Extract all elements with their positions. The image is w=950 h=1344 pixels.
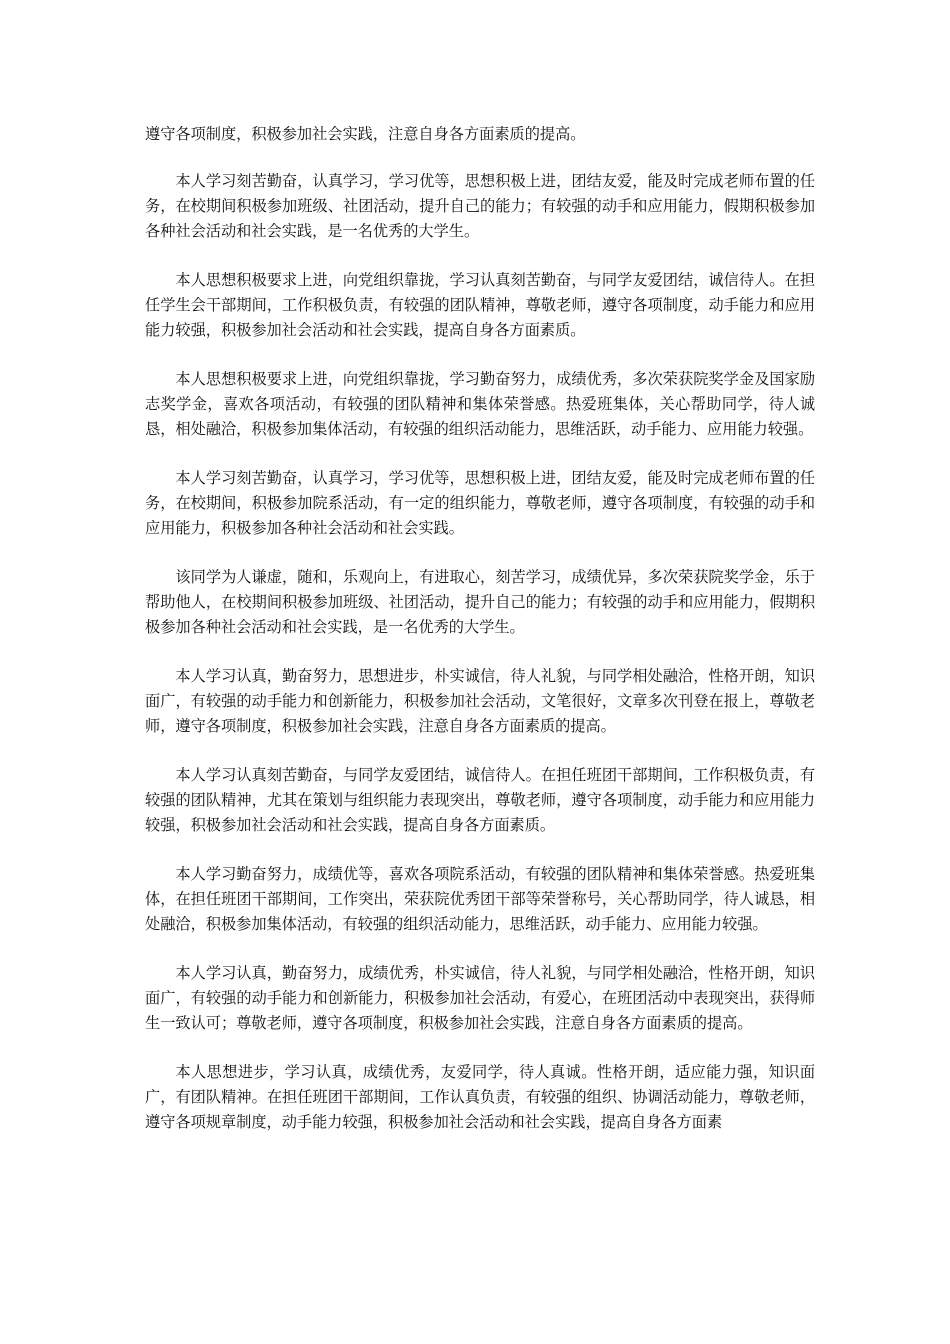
paragraph-5: 本人学习刻苦勤奋，认真学习，学习优等，思想积极上进，团结友爱，能及时完成老师布置的任务，在校期间，积极参加院系活动，有一定的组织能力，尊敬老师，遵守各项制度，有较强的动手和应用能力，积极参加各种社会活动和社会实践。	[145, 469, 815, 537]
paragraph-11: 本人思想进步，学习认真，成绩优秀，友爱同学，待人真诚。性格开朗，适应能力强，知识面广，有团队精神。在担任班团干部期间，工作认真负责，有较强的组织、协调活动能力，尊敬老师，遵守各项规章制度，动手能力较强，积极参加社会活动和社会实践，提高自身各方面素	[145, 1063, 815, 1131]
paragraph-7: 本人学习认真，勤奋努力，思想进步，朴实诚信，待人礼貌，与同学相处融洽，性格开朗，知识面广，有较强的动手能力和创新能力，积极参加社会活动，文笔很好，文章多次刊登在报上，尊敬老师，遵守各项制度，积极参加社会实践，注意自身各方面素质的提高。	[145, 667, 815, 735]
paragraph-10: 本人学习认真，勤奋努力，成绩优秀，朴实诚信，待人礼貌，与同学相处融洽，性格开朗，知识面广，有较强的动手能力和创新能力，积极参加社会活动，有爱心，在班团活动中表现突出，获得师生一致认可；尊敬老师，遵守各项制度，积极参加社会实践，注意自身各方面素质的提高。	[145, 964, 815, 1032]
paragraph-1: 遵守各项制度，积极参加社会实践，注意自身各方面素质的提高。	[145, 125, 586, 143]
paragraph-3: 本人思想积极要求上进，向党组织靠拢，学习认真刻苦勤奋，与同学友爱团结，诚信待人。在担任学生会干部期间，工作积极负责，有较强的团队精神，尊敬老师，遵守各项制度，动手能力和应用能力较强，积极参加社会活动和社会实践，提高自身各方面素质。	[145, 271, 815, 339]
document-body	[145, 122, 815, 1159]
paragraph-2: 本人学习刻苦勤奋，认真学习，学习优等，思想积极上进，团结友爱，能及时完成老师布置的任务，在校期间积极参加班级、社团活动，提升自己的能力；有较强的动手和应用能力，假期积极参加各种社会活动和社会实践，是一名优秀的大学生。	[145, 172, 815, 240]
paragraph-8: 本人学习认真刻苦勤奋，与同学友爱团结，诚信待人。在担任班团干部期间，工作积极负责，有较强的团队精神，尤其在策划与组织能力表现突出，尊敬老师，遵守各项制度，动手能力和应用能力较强，积极参加社会活动和社会实践，提高自身各方面素质。	[145, 766, 815, 834]
paragraph-9: 本人学习勤奋努力，成绩优等，喜欢各项院系活动，有较强的团队精神和集体荣誉感。热爱班集体，在担任班团干部期间，工作突出，荣获院优秀团干部等荣誉称号，关心帮助同学，待人诚恳，相处融洽，积极参加集体活动，有较强的组织活动能力，思维活跃，动手能力、应用能力较强。	[145, 865, 815, 933]
paragraph-4: 本人思想积极要求上进，向党组织靠拢，学习勤奋努力，成绩优秀，多次荣获院奖学金及国家励志奖学金，喜欢各项活动，有较强的团队精神和集体荣誉感。热爱班集体，关心帮助同学，待人诚恳，相处融洽，积极参加集体活动，有较强的组织活动能力，思维活跃，动手能力、应用能力较强。	[145, 370, 815, 438]
paragraph-6: 该同学为人谦虚，随和，乐观向上，有进取心，刻苦学习，成绩优异，多次荣获院奖学金，乐于帮助他人，在校期间积极参加班级、社团活动，提升自己的能力；有较强的动手和应用能力，假期积极参加各种社会活动和社会实践，是一名优秀的大学生。	[145, 568, 815, 636]
